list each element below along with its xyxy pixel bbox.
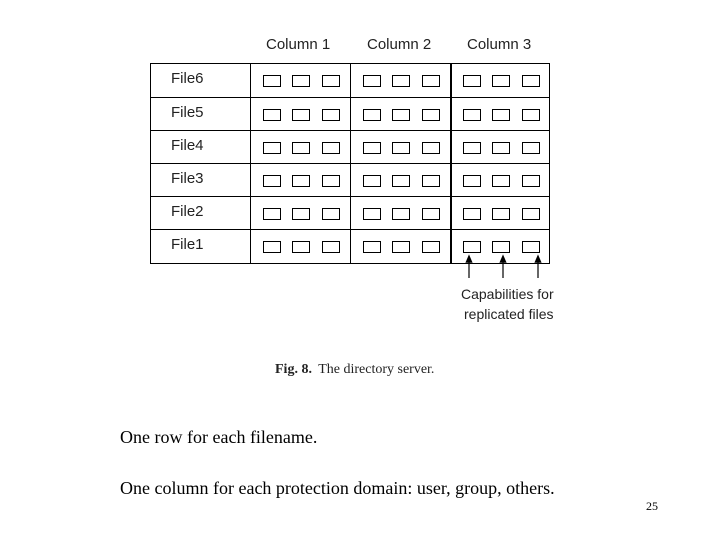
file-row-label: File1 <box>171 236 204 253</box>
figure-title: The directory server. <box>318 362 435 377</box>
capabilities-caption-line1: Capabilities for <box>461 286 554 302</box>
file-row-label: File3 <box>171 170 204 187</box>
file-row-label: File5 <box>171 104 204 121</box>
capabilities-caption-line2: replicated files <box>464 306 554 322</box>
file-row-label: File2 <box>171 203 204 220</box>
column-header-3: Column 3 <box>467 36 532 53</box>
file-row-label: File6 <box>171 70 204 87</box>
page-number: 25 <box>646 499 658 513</box>
column-header-2: Column 2 <box>367 36 432 53</box>
note-row-per-filename: One row for each filename. <box>120 427 318 447</box>
figure-number: Fig. 8. <box>275 362 312 377</box>
column-header-1: Column 1 <box>266 36 331 53</box>
note-column-per-domain: One column for each protection domain: user, group, others. <box>120 478 555 498</box>
capabilities-caption <box>461 284 554 324</box>
file-row-label: File4 <box>171 137 204 154</box>
figure-caption <box>275 362 434 378</box>
